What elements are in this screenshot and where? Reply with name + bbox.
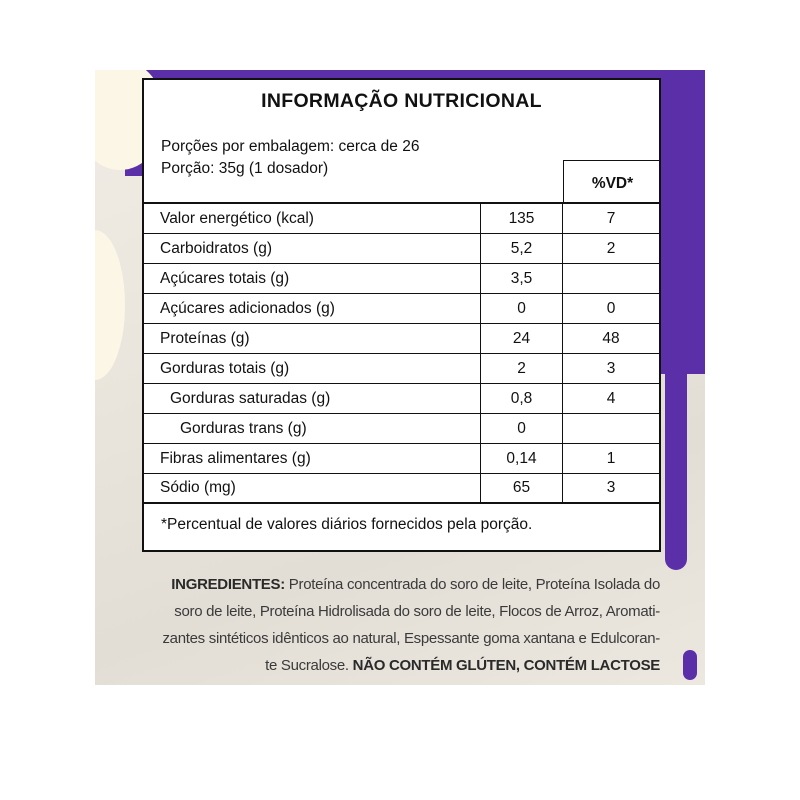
ingredients-line	[110, 571, 660, 598]
ingredients-line-2: soro de leite, Proteína Hidrolisada do soro de leite, Flocos de Arroz, Aromati-	[174, 603, 660, 620]
nutrient-vd: 2	[606, 239, 616, 257]
nutrient-quantity: 0,8	[481, 384, 563, 413]
nutrient-rows	[144, 202, 659, 504]
nutrient-quantity: 65	[481, 474, 563, 502]
portion-info	[161, 136, 419, 180]
nutrient-quantity: 3,5	[481, 264, 563, 293]
nutrient-vd: 0	[606, 299, 616, 317]
ingredients-line	[110, 652, 660, 679]
table-row	[144, 204, 659, 234]
nutrient-vd: 3	[606, 359, 616, 377]
nutrient-name: Açúcares adicionados (g)	[144, 294, 481, 323]
ingredients-line-3: zantes sintéticos idênticos ao natural, Espessante goma xantana e Edulcoran-	[162, 630, 660, 647]
portion-size: Porção: 35g (1 dosador)	[161, 160, 329, 177]
table-row	[144, 234, 659, 264]
nutrient-vd: 1	[606, 449, 616, 467]
table-row	[144, 264, 659, 294]
purple-drip-right-lower	[665, 370, 687, 570]
nutrient-name: Proteínas (g)	[144, 324, 481, 353]
nutrient-quantity: 5,2	[481, 234, 563, 263]
table-row	[144, 354, 659, 384]
vd-column-header: %VD*	[563, 160, 661, 202]
portions-per-package: Porções por embalagem: cerca de 26	[161, 138, 420, 155]
ingredients-line-4: te Sucralose.	[265, 657, 349, 674]
vd-footnote: *Percentual de valores diários fornecidos pela porção.	[161, 516, 533, 533]
nutrient-name: Gorduras saturadas (g)	[144, 384, 481, 413]
table-row	[144, 444, 659, 474]
allergen-warning: NÃO CONTÉM GLÚTEN, CONTÉM LACTOSE	[352, 657, 660, 674]
nutrient-vd: 48	[602, 329, 620, 347]
table-row	[144, 414, 659, 444]
nutrient-name: Açúcares totais (g)	[144, 264, 481, 293]
nutrition-table	[142, 78, 661, 552]
nutrient-name: Valor energético (kcal)	[144, 204, 481, 233]
nutrient-quantity: 0	[481, 294, 563, 323]
nutrient-vd: 4	[606, 389, 616, 407]
table-row	[144, 474, 659, 504]
nutrient-quantity: 2	[481, 354, 563, 383]
nutrient-quantity: 0	[481, 414, 563, 443]
nutrient-quantity: 135	[481, 204, 563, 233]
nutrient-name: Gorduras totais (g)	[144, 354, 481, 383]
table-row	[144, 294, 659, 324]
nutrient-name: Carboidratos (g)	[144, 234, 481, 263]
nutrient-quantity: 0,14	[481, 444, 563, 473]
nutrient-vd: 3	[606, 479, 616, 496]
nutrient-vd	[563, 414, 659, 443]
ingredients-line-1: Proteína concentrada do soro de leite, Proteína Isolada do	[288, 576, 660, 593]
nutrient-vd: 7	[606, 209, 616, 227]
nutrient-quantity: 24	[481, 324, 563, 353]
nutrient-vd	[563, 264, 659, 293]
cream-blob	[95, 230, 125, 380]
purple-drip-bottom	[683, 650, 697, 680]
table-row	[144, 384, 659, 414]
ingredients-text	[110, 571, 660, 679]
nutrient-name: Gorduras trans (g)	[144, 414, 481, 443]
nutrient-name: Sódio (mg)	[144, 474, 481, 502]
nutrient-name: Fibras alimentares (g)	[144, 444, 481, 473]
table-row	[144, 324, 659, 354]
ingredients-label: INGREDIENTES:	[171, 576, 285, 593]
table-title: INFORMAÇÃO NUTRICIONAL	[261, 90, 542, 112]
